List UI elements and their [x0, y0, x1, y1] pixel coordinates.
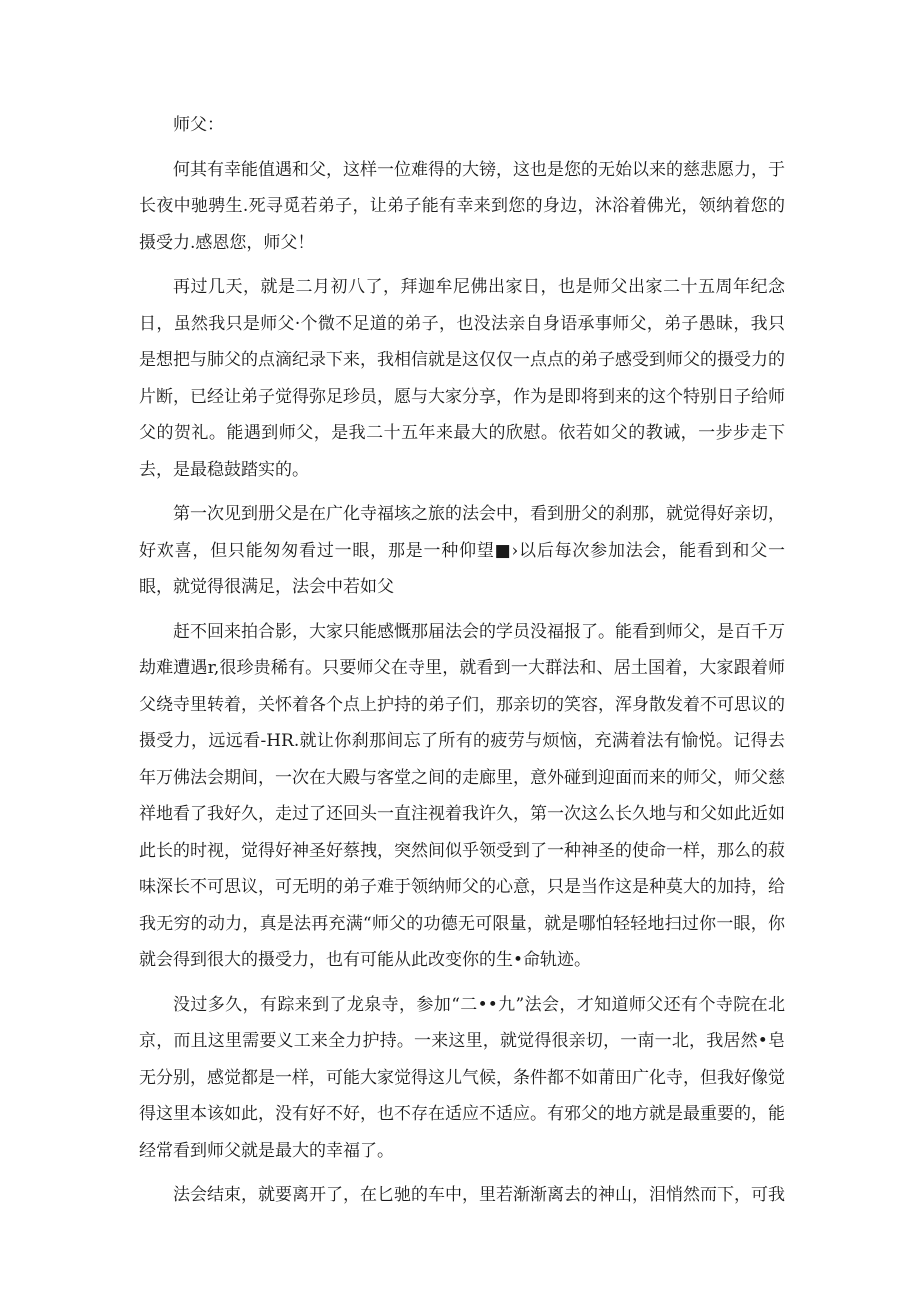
paragraph-4: 赶不回来拍合影，大家只能感慨那届法会的学员没福报了。能看到师父，是百千万劫难遭遇r,很珍贵稀有。只要师父在寺里，就看到一大群法和、居土国着，大家跟着师父绕寺里转着，关怀着各个点上护持的弟子们，那亲切的笑容，浑身散发着不可思议的摄受力，远远看-HR.就让你刹那间忘了所有的疲劳与烦恼，充满着法有愉悦。记得去年万佛法会期间，一次在大殿与客堂之间的走廊里，意外碰到迎面而来的师父，师父慈祥地看了我好久，走过了还回头一直注视着我许久，第一次这么长久地与和父如此近如此长的时视，觉得好神圣好蔡拽，突然间似乎领受到了一种神圣的使命一样，那么的菽味深长不可思议，可无明的弟子难于领纳师父的心意，只是当作这是种莫大的加持，给我无穷的动力，真是法再充满“师父的功德无可限量，就是哪怕轻轻地扫过你一眼，你就会得到很大的摄受力，也有可能从此改变你的生•命轨迹。: [139, 621, 785, 970]
paragraph-3: 第一次见到册父是在广化寺福垓之旅的法会中，看到册父的刹那，就觉得好亲切，好欢喜，但只能匆匆看过一眼，那是一种仰望■›以后每次参加法会，能看到和父一眼，就觉得很满足，法会中若如父: [139, 504, 785, 597]
paragraph-2: 再过几天，就是二月初八了，拜迦牟尼佛出家日，也是师父出家二十五周年纪念日，虽然我只是师父·个微不足道的弟子，也没法亲自身语承事师父，弟子愚昧，我只是想把与肺父的点滴纪录下来，我相信就是这仅仅一点点的弟子感受到师父的摄受力的片断，已经让弟子觉得弥足珍员，愿与大家分享，作为是即将到来的这个特别日子给师父的贺礼。能遇到师父，是我二十五年来最大的欣慰。依若如父的教诫，一步步走下去，是最稳鼓踏实的。: [139, 277, 785, 480]
paragraph-5: 没过多久，有踪来到了龙泉寺，参加“二••九”法会，才知道师父还有个寺院在北京，而且这里需要义工来全力护持。一来这里，就觉得很亲切，一南一北，我居然•皂无分别，感觉都是一样，可能大家觉得这儿气候，条件都不如莆田广化寺，但我好像觉得这里本该如此，没有好不好，也不存在适应不适应。有邪父的地方就是最重要的，能经常看到师父就是最大的幸福了。: [139, 994, 785, 1161]
paragraph-6: 法会结束，就要离开了，在匕驰的车中，里若渐渐离去的神山，泪悄然而下，可我: [173, 1185, 785, 1205]
letter-body: [139, 107, 785, 1222]
salutation: 师父：: [173, 115, 224, 135]
paragraph-1: 何其有幸能值遇和父，这样一位难得的大镑，这也是您的无始以来的慈悲愿力，于长夜中驰骋生.死寻觅若弟子，让弟子能有幸来到您的身边，沐浴着佛光，领纳着您的摄受力.感恩您，师父！: [139, 159, 785, 253]
